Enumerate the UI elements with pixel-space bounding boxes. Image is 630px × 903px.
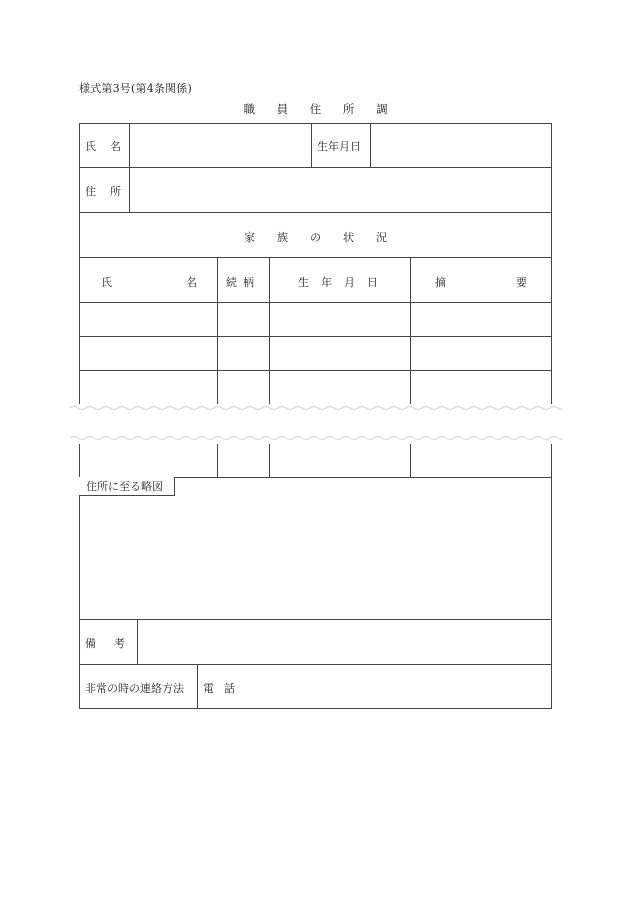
address-field[interactable] [130, 168, 551, 212]
family-section-title [79, 229, 552, 245]
header-char: 柄 [243, 276, 254, 289]
title-char: の [310, 231, 321, 244]
header-char: 名 [186, 276, 197, 289]
header-char: 月 [344, 276, 355, 289]
family-name-header [101, 274, 197, 290]
phone-field[interactable] [239, 665, 551, 708]
title-char: 族 [277, 231, 288, 244]
name-label [85, 138, 121, 154]
title-char: 状 [343, 231, 354, 244]
emergency-contact-label: 非常の時の連絡方法 [85, 682, 184, 695]
relation-header [226, 274, 254, 290]
address-label [85, 183, 121, 199]
label-char: 考 [114, 637, 125, 650]
title-char: 調 [376, 102, 388, 116]
notes-label [85, 635, 125, 651]
title-char: 家 [244, 231, 255, 244]
title-char: 職 [243, 102, 255, 116]
tear-edge-graphic [70, 404, 562, 444]
row-divider [79, 257, 552, 258]
birthdate-label: 生年月日 [317, 140, 361, 153]
header-char: 摘 [435, 276, 446, 289]
birthdate-field[interactable] [371, 124, 551, 167]
table-row [79, 337, 552, 370]
header-char: 年 [321, 276, 332, 289]
title-char: 員 [276, 102, 289, 116]
column-divider [197, 664, 198, 709]
form-number: 様式第3号(第4条関係) [79, 82, 192, 95]
name-field[interactable] [130, 124, 311, 167]
sketch-area[interactable] [80, 497, 551, 619]
label-char: 話 [224, 682, 235, 695]
row-divider [79, 212, 552, 213]
label-char: 氏 [85, 140, 96, 153]
column-divider [311, 123, 312, 167]
header-char: 日 [367, 276, 378, 289]
notes-field[interactable] [138, 620, 551, 664]
header-char: 続 [226, 276, 237, 289]
label-char: 名 [110, 140, 121, 153]
title-char: 所 [342, 102, 355, 116]
header-char: 要 [516, 276, 527, 289]
remarks-header [435, 274, 527, 290]
family-birthdate-header [298, 274, 378, 290]
table-border [79, 708, 552, 709]
header-char: 生 [298, 276, 309, 289]
table-row [79, 303, 552, 336]
document-title [79, 101, 552, 117]
label-char: 備 [85, 637, 96, 650]
page-break-tear [70, 404, 562, 444]
header-char: 氏 [101, 276, 112, 289]
label-char: 住 [85, 185, 96, 198]
title-char: 況 [376, 231, 387, 244]
sketch-label: 住所に至る略図 [79, 477, 175, 496]
phone-label [203, 680, 235, 696]
title-char: 住 [309, 102, 322, 116]
label-char: 所 [110, 185, 121, 198]
label-char: 電 [203, 682, 214, 695]
